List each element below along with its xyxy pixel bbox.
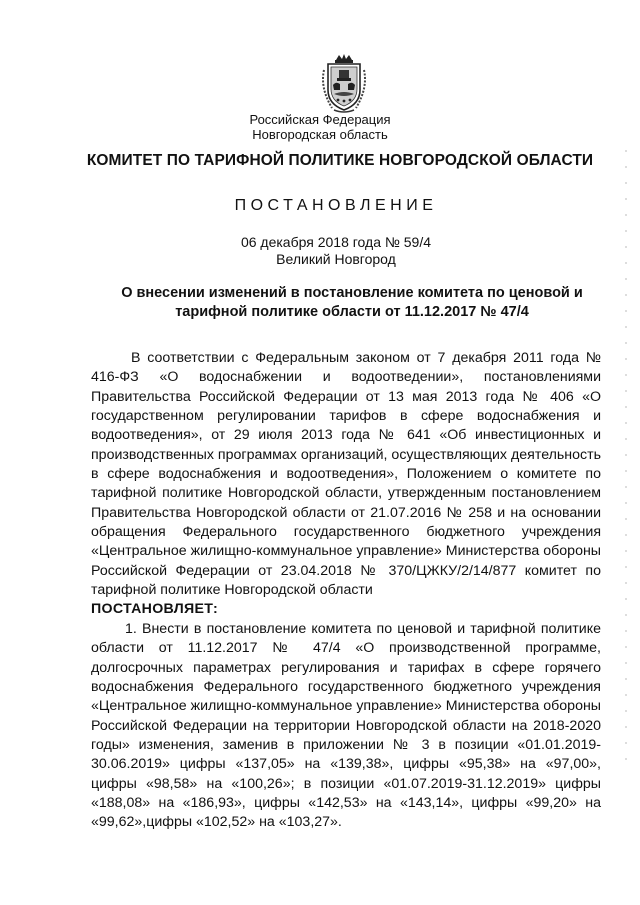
document-city: Великий Новгород [276, 251, 396, 267]
document-subject: О внесении изменений в постановление комитета по ценовой и тарифной политике области от 11.12.2017 № 47/4 [121, 285, 583, 320]
item-1-paragraph: 1. Внести в постановление комитета по ценовой и тарифной политике области от 11.12.2017 № 47/4 «О производственной программе, долгосрочных параметрах регулирования и тарифах в сфере горячего водоснабжения Федерального государственного бюджетного учреждения «Центральное жилищно-коммунальное управление» Министерства обороны Российской Федерации на территории Новгородской области на 2018-2020 годы» изменения, заменив в приложении № 3 в позиции «01.01.2019-30.06.2019» цифры «137,05» на «139,38», цифры «95,38» на «97,00», цифры «98,58» на «100,26»; в позиции «01.07.2019-31.12.2019» цифры «188,08» на «186,93», цифры «142,53» на «143,14», цифры «99,20» на «99,62»,цифры «102,52» на «103,27». [91, 620, 601, 831]
document-date-number: 06 декабря 2018 года № 59/4 [240, 234, 432, 250]
region-name: Новгородская область [252, 127, 388, 142]
preamble-paragraph: В соответствии с Федеральным законом от 7 декабря 2011 года № 416-ФЗ «О водоснабжении и водоотведении», постановлениями Правительства Российской Федерации от 13 мая 2013 года № 406 «О государственном регулировании тарифов в сфере водоснабжения и водоотведения», от 29 июля 2013 года № 641 «Об инвестиционных и производственных программах организаций, осуществляющих деятельность в сфере водоснабжения и водоотведения», Положением о комитете по тарифной политике Новгородской области, утвержденным постановлением Правительства Новгородской области от 21.07.2016 № 258 и на основании обращения Федерального государственного бюджетного учреждения «Центральное жилищно-коммунальное управление» Министерства обороны Российской Федерации от 23.04.2018 № 370/ЦЖКУ/2/14/877 комитет по тарифной политике Новгородской области [91, 350, 601, 599]
document-body [91, 349, 601, 833]
coat-of-arms-emblem [314, 52, 374, 114]
country-name: Российская Федерация [249, 112, 391, 127]
resolves-heading: ПОСТАНОВЛЯЕТ: [91, 601, 219, 618]
committee-title: КОМИТЕТ ПО ТАРИФНОЙ ПОЛИТИКЕ НОВГОРОДСКОЙ ОБЛАСТИ [86, 152, 594, 169]
scan-edge-marks [622, 150, 630, 760]
document-type: ПОСТАНОВЛЕНИЕ [234, 197, 438, 214]
